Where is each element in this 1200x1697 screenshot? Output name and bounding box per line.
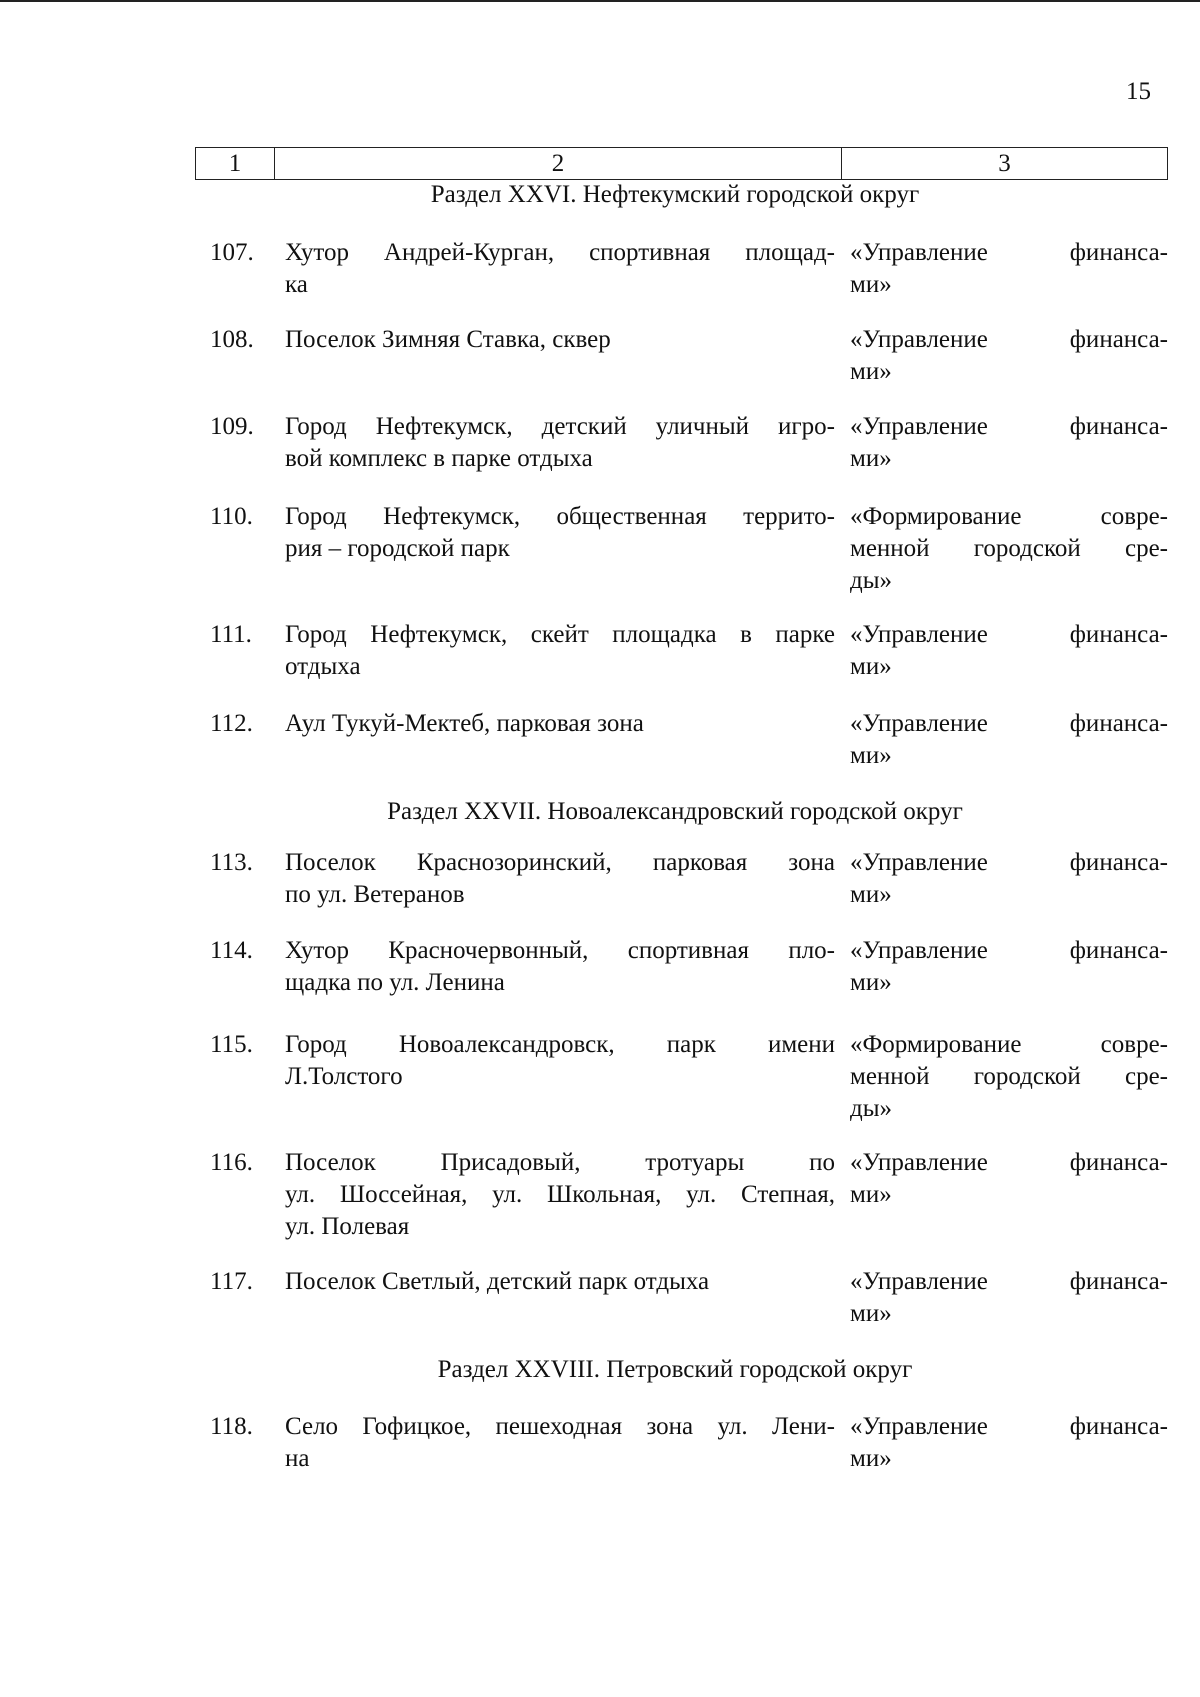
description-line: Поселок Присадовый, тротуары по [285,1149,835,1176]
description-line: Поселок Светлый, детский парк отдыха [285,1268,710,1295]
program-name [850,1266,1168,1330]
program-line: ми» [850,881,892,908]
object-description [285,1029,835,1093]
program-line: ми» [850,969,892,996]
column-number-1: 1 [196,148,275,180]
program-line: ми» [850,1445,892,1472]
row-number: 112. [210,710,253,737]
description-line: Поселок Зимняя Ставка, сквер [285,326,611,353]
description-line: ул. Шоссейная, ул. Школьная, ул. Степная, [285,1181,835,1208]
program-line: ды» [850,567,893,594]
row-number: 109. [210,413,254,440]
program-line: ми» [850,653,892,680]
row-number: 117. [210,1268,253,1295]
program-line: «Управление финанса- [850,1268,1168,1295]
description-line: Л.Толстого [285,1063,403,1090]
program-line: ми» [850,1181,892,1208]
program-name [850,1029,1168,1125]
description-line: по ул. Ветеранов [285,881,465,908]
object-description [285,324,835,356]
program-name [850,411,1168,475]
program-name [850,935,1168,999]
row-number: 111. [210,621,252,648]
program-name [850,1411,1168,1475]
description-line: Поселок Краснозоринский, парковая зона [285,849,835,876]
object-description [285,847,835,911]
program-name [850,1147,1168,1211]
object-description [285,1266,835,1298]
program-line: ми» [850,742,892,769]
object-description [285,1147,835,1243]
object-description [285,619,835,683]
program-line: менной городской сре- [850,1063,1168,1090]
program-line: ды» [850,1095,893,1122]
row-number: 114. [210,937,253,964]
column-number-2: 2 [275,148,842,180]
description-line: на [285,1445,310,1472]
program-name [850,619,1168,683]
program-name [850,708,1168,772]
program-line: ми» [850,445,892,472]
section-title: Раздел XXVI. Нефтекумский городской округ [430,181,920,208]
row-number: 107. [210,239,254,266]
object-description [285,708,835,740]
description-line: ка [285,271,308,298]
program-line: ми» [850,358,892,385]
description-line: ул. Полевая [285,1213,410,1240]
description-line: Аул Тукуй-Мектеб, парковая зона [285,710,644,737]
program-line: «Управление финанса- [850,937,1168,964]
description-line: Село Гофицкое, пешеходная зона ул. Лени- [285,1413,835,1440]
row-number: 115. [210,1031,253,1058]
program-line: «Управление финанса- [850,621,1168,648]
program-name [850,847,1168,911]
column-number-3: 3 [842,148,1168,180]
description-line: Хутор Красночервонный, спортивная пло- [285,937,835,964]
row-number: 113. [210,849,253,876]
row-number: 108. [210,326,254,353]
program-line: «Управление финанса- [850,1149,1168,1176]
program-line: «Управление финанса- [850,710,1168,737]
program-line: «Формирование совре- [850,1031,1168,1058]
program-name [850,501,1168,597]
page-number: 15 [1126,78,1151,105]
description-line: Город Нефтекумск, детский уличный игро- [285,413,835,440]
section-title: Раздел XXVIII. Петровский городской округ [437,1356,913,1383]
description-line: Хутор Андрей-Курган, спортивная площад- [285,239,835,266]
object-description [285,1411,835,1475]
program-line: «Управление финанса- [850,239,1168,266]
program-name [850,237,1168,301]
object-description [285,237,835,301]
description-line: Город Нефтекумск, общественная террито- [285,503,835,530]
description-line: вой комплекс в парке отдыха [285,445,593,472]
program-line: «Управление финанса- [850,413,1168,440]
row-number: 110. [210,503,253,530]
program-line: менной городской сре- [850,535,1168,562]
program-line: ми» [850,271,892,298]
program-line: ми» [850,1300,892,1327]
section-title: Раздел XXVII. Новоалександровский городской округ [387,798,963,825]
program-line: «Управление финанса- [850,849,1168,876]
description-line: щадка по ул. Ленина [285,969,505,996]
object-description [285,935,835,999]
description-line: рия – городской парк [285,535,510,562]
top-border-line [0,0,1200,2]
description-line: отдыха [285,653,361,680]
description-line: Город Нефтекумск, скейт площадка в парке [285,621,835,648]
object-description [285,501,835,565]
program-name [850,324,1168,388]
program-line: «Управление финанса- [850,326,1168,353]
table-header [195,147,1168,180]
row-number: 116. [210,1149,253,1176]
object-description [285,411,835,475]
program-line: «Управление финанса- [850,1413,1168,1440]
description-line: Город Новоалександровск, парк имени [285,1031,835,1058]
row-number: 118. [210,1413,253,1440]
program-line: «Формирование совре- [850,503,1168,530]
